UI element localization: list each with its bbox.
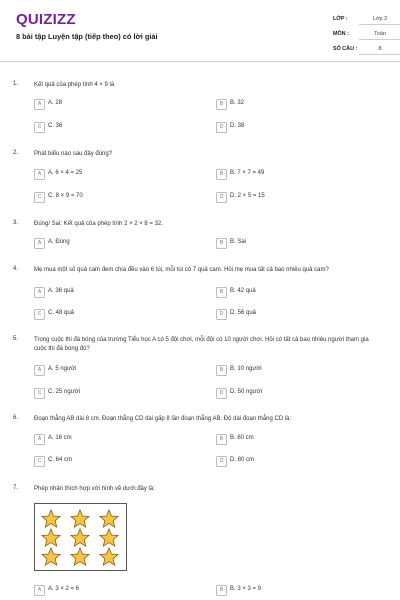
- meta-count: [333, 46, 382, 52]
- question-text: Đúng/ Sai: Kết quả của phép tính 2 × 2 × 8 = 32.: [34, 221, 163, 227]
- option-letter-box: C: [34, 388, 45, 399]
- option-letter-box: A: [34, 287, 45, 298]
- option-text: C. 48 quả: [48, 310, 75, 316]
- option-text: D. 38: [230, 123, 245, 129]
- star-icon: [41, 528, 61, 547]
- option-letter-box: C: [34, 309, 45, 320]
- option-letter-box: C: [34, 456, 45, 467]
- option-text: C. 25 người: [48, 389, 80, 395]
- meta-count-label: SỐ CÂU :: [333, 46, 358, 52]
- option-letter-box: A: [34, 365, 45, 376]
- question-number: 7.: [13, 485, 19, 491]
- option-text: B. 60 cm: [230, 435, 254, 441]
- option-letter-box: C: [34, 122, 45, 133]
- option-text: D. 80 cm: [230, 457, 255, 463]
- question-text: Trong cuộc thi đá bóng của trường Tiểu học A có 5 đội chơi, mỗi đội có 10 người chơi. Hỏi có tất cả bao nhiêu người tham gia cuộc thi đá bóng đó?: [34, 337, 369, 352]
- option-letter-box: A: [34, 585, 45, 596]
- star-icon: [70, 528, 90, 547]
- option-text: C. 36: [48, 123, 63, 129]
- option-text: B. 7 × 7 = 49: [230, 170, 265, 176]
- meta-class-label: LỚP :: [333, 16, 348, 22]
- option-letter-box: B: [216, 434, 227, 445]
- option-letter-box: B: [216, 99, 227, 110]
- meta-divider: [359, 39, 400, 40]
- star-icon: [70, 509, 90, 528]
- quizizz-logo: QUIZIZZ: [16, 11, 76, 28]
- option-text: B. 10 người: [230, 366, 262, 372]
- option-letter-box: A: [34, 169, 45, 180]
- header-divider: [0, 61, 400, 62]
- star-icon: [70, 547, 90, 566]
- option-text: A. Đúng: [48, 239, 70, 245]
- option-text: D. 2 × 5 = 15: [230, 193, 265, 199]
- option-letter-box: B: [216, 585, 227, 596]
- meta-class: [333, 16, 388, 22]
- option-text: B. 32: [230, 100, 245, 106]
- option-letter-box: A: [34, 99, 45, 110]
- meta-subject-value: Toán: [374, 31, 386, 37]
- star-icon: [99, 528, 119, 547]
- question-number: 1.: [13, 81, 19, 87]
- option-text: B. 3 × 3 = 9: [230, 586, 262, 592]
- question-text: Kết quả của phép tính 4 × 9 là: [34, 82, 115, 88]
- option-text: A. 6 × 4 = 25: [48, 170, 83, 176]
- option-text: B. Sai: [230, 239, 247, 245]
- meta-count-value: 8: [378, 46, 382, 52]
- meta-subject-label: MÔN :: [333, 31, 349, 37]
- option-text: D. 50 người: [230, 389, 262, 395]
- meta-divider: [359, 24, 400, 25]
- option-letter-box: B: [216, 365, 227, 376]
- question-number: 2.: [13, 150, 19, 156]
- option-text: A. 16 cm: [48, 435, 72, 441]
- option-letter-box: B: [216, 238, 227, 249]
- star-icon: [41, 509, 61, 528]
- meta-class-value: Lớp 3: [372, 16, 388, 22]
- option-letter-box: B: [216, 169, 227, 180]
- option-letter-box: C: [34, 192, 45, 203]
- question-number: 3.: [13, 220, 19, 226]
- question-text: Mẹ mua một số quả cam đem chia đều vào 6 túi, mỗi túi có 7 quả cam. Hỏi mẹ mua tất cả bao nhiêu quả cam?: [34, 267, 329, 273]
- star-icon: [99, 509, 119, 528]
- question-text: Đoạn thẳng AB dài 8 cm. Đoạn thẳng CD dài gấp 8 lần đoạn thẳng AB. Độ dài đoạn thẳng CD là:: [34, 416, 292, 422]
- star-icon: [41, 547, 61, 566]
- meta-divider: [359, 54, 400, 55]
- option-letter-box: D: [216, 456, 227, 467]
- option-letter-box: A: [34, 434, 45, 445]
- question-text: Phát biểu nào sau đây đúng?: [34, 151, 113, 157]
- option-letter-box: D: [216, 388, 227, 399]
- question-number: 6.: [13, 415, 19, 421]
- option-text: A. 5 người: [48, 366, 77, 372]
- stars-illustration: [34, 503, 127, 571]
- question-number: 4.: [13, 266, 19, 272]
- option-letter-box: B: [216, 287, 227, 298]
- worksheet-title: 8 bài tập Luyện tập (tiếp theo) có lời giải: [16, 32, 158, 41]
- option-letter-box: D: [216, 309, 227, 320]
- question-text: Phép nhân thích hợp với hình vẽ dưới đây là:: [34, 486, 155, 492]
- option-text: D. 56 quả: [230, 310, 257, 316]
- option-text: B. 42 quả: [230, 288, 256, 294]
- meta-subject: [333, 31, 386, 37]
- option-text: C. 8 × 9 = 70: [48, 193, 83, 199]
- option-text: A. 28: [48, 100, 63, 106]
- option-letter-box: A: [34, 238, 45, 249]
- question-number: 5.: [13, 336, 19, 342]
- star-icon: [99, 547, 119, 566]
- option-letter-box: D: [216, 192, 227, 203]
- option-text: C. 64 cm: [48, 457, 73, 463]
- option-text: A. 36 quả: [48, 288, 74, 294]
- option-letter-box: D: [216, 122, 227, 133]
- option-text: A. 3 × 2 = 6: [48, 586, 80, 592]
